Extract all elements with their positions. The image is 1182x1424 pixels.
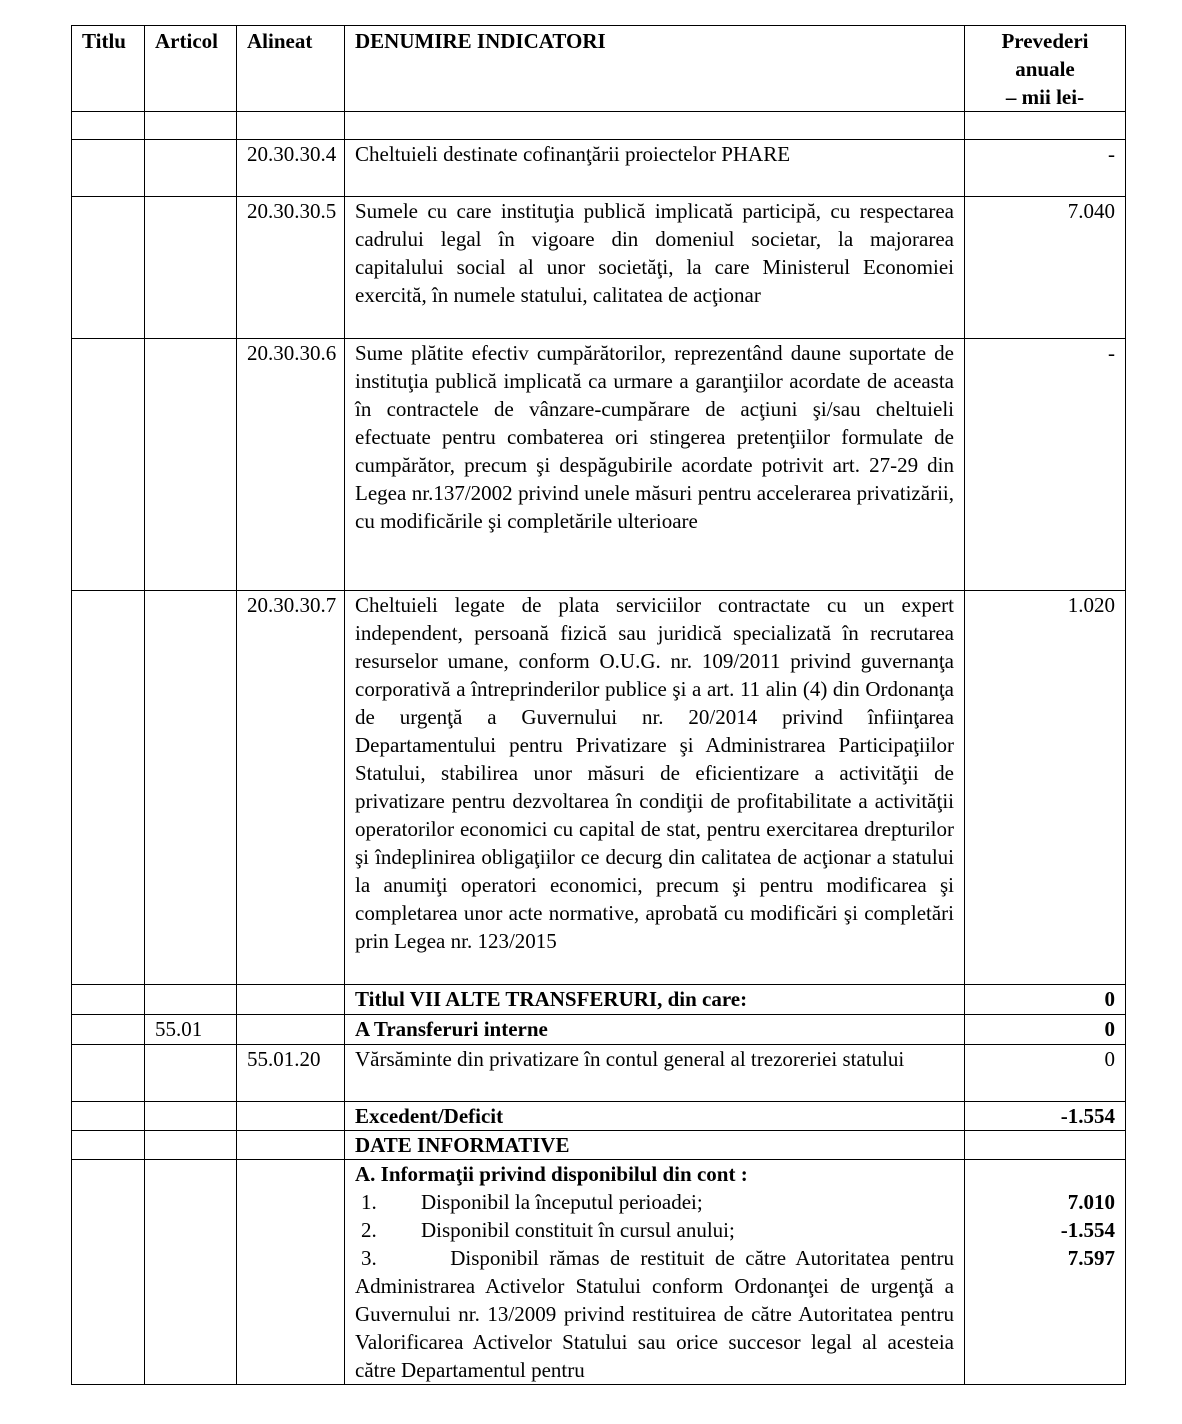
table-row	[72, 339, 1126, 591]
item-text: Disponibil la începutul perioadei;	[421, 1190, 703, 1214]
table-row	[72, 1160, 1126, 1385]
table-row	[72, 985, 1126, 1015]
table-row	[72, 197, 1126, 339]
transferuri-label: A Transferuri interne	[345, 1015, 965, 1045]
col-header-articol: Articol	[145, 26, 237, 112]
item-text: Disponibil rămas de restituit de către Autoritatea pentru Administrarea Activelor Statului conform Ordonanţei de urgenţă a Guvernului nr. 13/2009 privind restituirea de către Autoritatea pentru Valorificarea Activelor Statului sau orice succesor legal al acesteia către Departamentul pentru	[355, 1246, 955, 1382]
prevederi-line-2: anuale	[1015, 57, 1075, 81]
table-row	[72, 140, 1126, 197]
indicator-value: 7.040	[965, 197, 1126, 339]
col-header-titlu: Titlu	[72, 26, 145, 112]
item-value: 7.010	[1067, 1190, 1115, 1214]
indicator-value: 1.020	[965, 591, 1126, 985]
indicator-description: Sume plătite efectiv cumpărătorilor, reprezentând daune suportate de instituţia publică implicată ca urmare a garanţiilor acordate de aceasta în contractele de vânzare-cumpărare de acţiuni şi/sau cheltuieli efectuate pentru combaterea ori stingerea pretenţiilor formulate de cumpărător, precum şi despăgubirile acordate potrivit art. 27-29 din Legea nr.137/2002 privind unele măsuri pentru accelerarea privatizării, cu modificările şi completările ulterioare	[345, 339, 965, 591]
articol-code: 55.01	[145, 1015, 237, 1045]
empty-cell	[237, 112, 345, 140]
table-row	[72, 591, 1126, 985]
indicator-description: Sumele cu care instituţia publică implicată participă, cu respectarea cadrului legal în vigoare din domeniul societar, la majorarea capitalului social al unor societăţi, la care Ministerul Economiei exercită, în numele statului, calitatea de acţionar	[345, 197, 965, 339]
informatii-cell	[345, 1160, 965, 1385]
item-number: 3.	[361, 1246, 377, 1270]
indicator-description: Cheltuieli destinate cofinanţării proiectelor PHARE	[345, 140, 965, 197]
title-vii-value: 0	[965, 985, 1126, 1015]
empty-cell	[345, 112, 965, 140]
col-header-prevederi	[965, 26, 1126, 112]
spacer-row	[72, 112, 1126, 140]
informatii-item	[355, 1188, 954, 1216]
item-value: 7.597	[1067, 1246, 1115, 1270]
empty-cell	[72, 112, 145, 140]
item-number: 1.	[361, 1190, 377, 1214]
empty-cell	[145, 112, 237, 140]
item-number: 2.	[361, 1218, 377, 1242]
alineat-code: 20.30.30.5	[237, 197, 345, 339]
col-header-denumire: DENUMIRE INDICATORI	[345, 26, 965, 112]
budget-table	[71, 25, 1126, 1385]
table-row	[72, 1045, 1126, 1102]
transferuri-value: 0	[965, 1015, 1126, 1045]
excedent-label: Excedent/Deficit	[345, 1102, 965, 1131]
informatii-item	[355, 1244, 954, 1384]
indicator-description: Cheltuieli legate de plata serviciilor contractate cu un expert independent, persoană fizică sau juridică specializată în recrutarea resurselor umane, conform O.U.G. nr. 109/2011 privind guvernanţa corporativă a întreprinderilor publice şi a art. 11 alin (4) din Ordonanţa de urgenţă a Guvernului nr. 20/2014 privind înfiinţarea Departamentului pentru Privatizare şi Administrarea Participaţiilor Statului, stabilirea unor măsuri de eficientizare a activităţii de privatizare pentru dezvoltarea în condiţii de profitabilitate a activităţii operatorilor economici cu capital de stat, pentru exercitarea drepturilor şi îndeplinirea obligaţiilor ce decurg din calitatea de acţionar a statului la anumiţi operatori economici, precum şi pentru modificarea şi completarea unor acte normative, aprobată cu modificări şi completări prin Legea nr. 123/2015	[345, 591, 965, 985]
informatii-heading: A. Informaţii privind disponibilul din cont :	[355, 1162, 748, 1186]
table-row	[72, 1015, 1126, 1045]
varsaminte-label: Vărsăminte din privatizare în contul general al trezoreriei statului	[345, 1045, 965, 1102]
alineat-code: 20.30.30.6	[237, 339, 345, 591]
table-row	[72, 1131, 1126, 1160]
date-informative-label: DATE INFORMATIVE	[345, 1131, 965, 1160]
informatii-item	[355, 1216, 954, 1244]
prevederi-line-3: – mii lei-	[1005, 85, 1085, 109]
title-vii-label: Titlul VII ALTE TRANSFERURI, din care:	[345, 985, 965, 1015]
alineat-code: 55.01.20	[237, 1045, 345, 1102]
table-row	[72, 1102, 1126, 1131]
item-value: -1.554	[1060, 1218, 1115, 1242]
prevederi-line-1: Prevederi	[1001, 29, 1089, 53]
excedent-value: -1.554	[965, 1102, 1126, 1131]
item-text: Disponibil constituit în cursul anului;	[421, 1218, 735, 1242]
informatii-values	[965, 1160, 1126, 1385]
alineat-code: 20.30.30.4	[237, 140, 345, 197]
col-header-alineat: Alineat	[237, 26, 345, 112]
indicator-value: -	[965, 140, 1126, 197]
empty-cell	[965, 112, 1126, 140]
alineat-code: 20.30.30.7	[237, 591, 345, 985]
varsaminte-value: 0	[965, 1045, 1126, 1102]
header-row	[72, 26, 1126, 112]
indicator-value: -	[965, 339, 1126, 591]
